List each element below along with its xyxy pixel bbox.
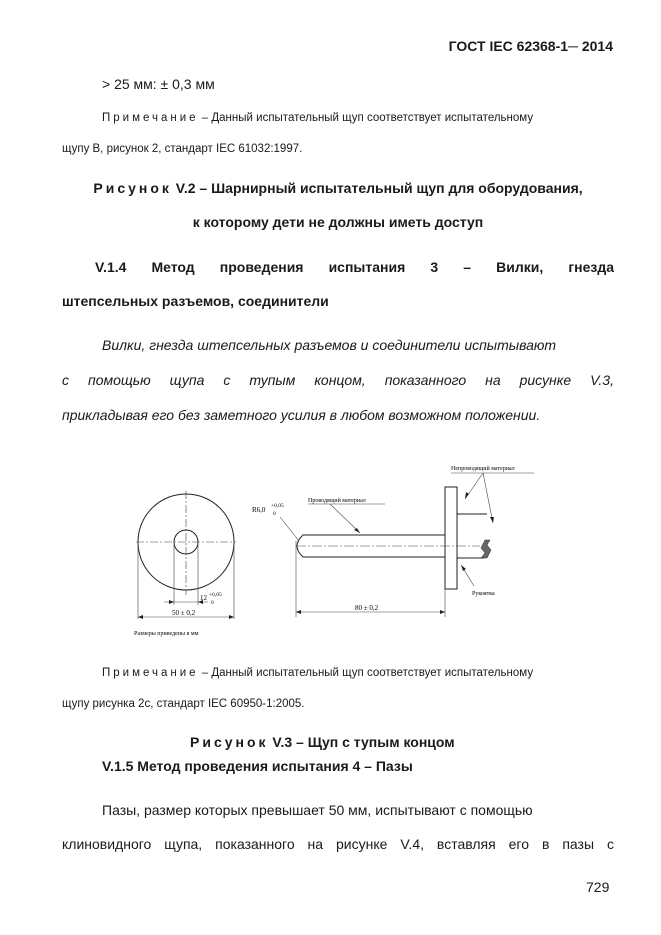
note-label: Примечание xyxy=(102,667,199,679)
note-1-line-1 xyxy=(102,112,533,124)
leader-line xyxy=(483,473,493,523)
arrowhead xyxy=(229,615,234,619)
break-hatch xyxy=(481,540,491,558)
note-label: Примечание xyxy=(102,112,199,124)
nonconductive-label: Непроводящий материал xyxy=(451,466,515,472)
figure-title: V.3 – Щуп с тупым концом xyxy=(272,734,455,750)
paragraph-v14-line-2: с помощью щупа с тупым концом, показанного на рисунке V.3, xyxy=(62,372,614,388)
arrowhead xyxy=(354,528,360,533)
figure-v2-caption-line-1 xyxy=(62,180,614,196)
note-text: – Данный испытательный щуп соответствует испытательному xyxy=(201,112,534,124)
figure-label: Рисунок xyxy=(190,734,269,750)
heading-word: гнезда xyxy=(568,259,615,275)
section-v14-heading-line-1 xyxy=(62,259,614,275)
radius-tol-lower: 0 xyxy=(273,511,276,517)
note-text: – Данный испытательный щуп соответствует испытательному xyxy=(201,667,534,679)
probe-drawing xyxy=(120,455,550,645)
dim-hole-label: 12 xyxy=(200,594,207,602)
leader-line xyxy=(280,517,299,541)
figure-v3-caption xyxy=(190,734,455,750)
heading-word: 3 xyxy=(430,259,439,275)
heading-word: V.1.4 xyxy=(95,259,127,275)
conductive-label: Проводящий материал xyxy=(308,498,366,504)
arrowhead xyxy=(490,517,494,523)
arrowhead xyxy=(461,565,466,571)
heading-word: Метод xyxy=(151,259,195,275)
paragraph-v14-line-1: Вилки, гнезда штепсельных разъемов и соединители испытывают xyxy=(102,337,557,353)
dim-hole-tol-lower: 0 xyxy=(211,600,214,606)
arrowhead xyxy=(440,610,445,614)
section-v14-heading-line-2: штепсельных разъемов, соединители xyxy=(62,293,329,309)
heading-word: проведения xyxy=(219,259,304,275)
heading-word: испытания xyxy=(328,259,406,275)
figure-title: V.2 – Шарнирный испытательный щуп для оборудования, xyxy=(175,180,583,196)
units-note: Размеры приведены в мм xyxy=(134,631,199,637)
figure-label: Рисунок xyxy=(93,180,172,196)
dim-hole-tol-upper: +0,05 xyxy=(209,592,222,598)
paragraph-v15-line-1: Пазы, размер которых превышает 50 мм, испытывают с помощью xyxy=(102,802,533,818)
handle-label: Рукоятка xyxy=(472,591,495,597)
figure-v2-caption-line-2: к которому дети не должны иметь доступ xyxy=(192,214,484,230)
arrowhead xyxy=(296,610,301,614)
dim-length-label: 80 ± 0,2 xyxy=(355,604,379,612)
arrowhead xyxy=(169,600,174,604)
page-number: 729 xyxy=(586,879,610,895)
document-header: ГОСТ IEC 62368-1─ 2014 xyxy=(448,38,613,54)
heading-word: – xyxy=(463,259,472,275)
handle-guard xyxy=(445,487,457,589)
leader-line xyxy=(330,504,360,533)
note-1-line-2: щупу B, рисунок 2, стандарт IEC 61032:1997. xyxy=(62,143,303,155)
tolerance-line: > 25 мм: ± 0,3 мм xyxy=(102,76,215,92)
paragraph-v15-line-2: клиновидного щупа, показанного на рисунке V.4, вставляя его в пазы с xyxy=(62,836,614,852)
radius-label: R6,0 xyxy=(252,506,266,514)
arrowhead xyxy=(138,615,143,619)
heading-word: Вилки, xyxy=(496,259,544,275)
paragraph-v14-line-3: прикладывая его без заметного усилия в любом возможном положении. xyxy=(62,407,541,423)
section-v15-heading: V.1.5 Метод проведения испытания 4 – Пазы xyxy=(102,758,413,774)
note-2-line-2: щупу рисунка 2с, стандарт IEC 60950-1:2005. xyxy=(62,698,305,710)
arrowhead xyxy=(465,492,469,499)
radius-tol-upper: +0,05 xyxy=(271,503,284,509)
dim-diameter-label: 50 ± 0,2 xyxy=(172,609,196,617)
note-2-line-1 xyxy=(102,667,533,679)
